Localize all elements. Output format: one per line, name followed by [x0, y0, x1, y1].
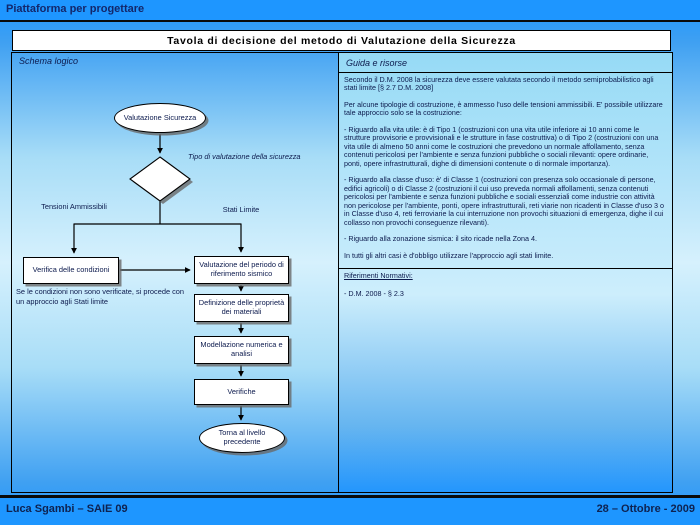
guide-paragraph: - Riguardo alla zonazione sismica: il sito ricade nella Zona 4. [344, 234, 537, 244]
decision-diamond[interactable] [130, 157, 190, 201]
references-block [339, 269, 672, 298]
branch-label-tensioni: Tensioni Ammissibili [41, 202, 107, 211]
content-frame [11, 52, 673, 493]
reference-item: - D.M. 2008 - § 2.3 [344, 288, 404, 298]
footer-author: Luca Sgambi – SAIE 09 [6, 503, 128, 515]
app-title: Piattaforma per progettare [6, 3, 145, 15]
slide-title: Tavola di decisione del metodo di Valutazione della Sicurezza [167, 34, 516, 47]
guide-paragraph: In tutti gli altri casi è d'obbligo utilizzare l'approccio agli stati limite. [344, 250, 554, 260]
guide-paragraph: Secondo il D.M. 2008 la sicurezza deve essere valutata secondo il metodo semiprobabilistico agli stati limite [§ 2.7 D.M. 2008] [344, 75, 654, 93]
node-modellazione[interactable]: Modellazione numerica e analisi [194, 336, 289, 364]
guide-panel [338, 53, 672, 492]
guide-paragraph: Per alcune tipologie di costruzione, è ammesso l'uso delle tensioni ammissibili. E' possibile utilizzare tale approccio solo se la costruzione: [344, 99, 663, 118]
node-periodo-sismico[interactable]: Valutazione del periodo di riferimento sismico [194, 256, 289, 284]
schema-panel-label: Schema logico [19, 56, 79, 66]
header-divider [0, 20, 700, 22]
node-start[interactable]: Valutazione Sicurezza [114, 103, 206, 133]
guide-panel-label: Guida e risorse [346, 58, 408, 68]
branch-label-stati-limite: Stati Limite [222, 205, 260, 214]
guide-paragraph: - Riguardo alla vita utile: è di Tipo 1 (costruzioni con una vita utile inferiore ai 10 anni come le strutture provvisorie e provvisionali e le strutture in fase costruttiva) o di Tipo 2 (costruzioni con una vita utile di almeno 50 anni come le costruzioni che prevedono un normale affollamento, senza contenuti pericolosi per l'ambiente e senza funzioni pubbliche o sociali rilevanti: opere ordinarie, ponti, opere infrastrutturali, dighe di dimensioni contenute o di normale importanza). [344, 124, 659, 168]
node-verifiche[interactable]: Verifiche [194, 379, 289, 405]
guide-text [339, 73, 672, 260]
decision-caption: Tipo di valutazione della sicurezza [188, 152, 301, 161]
footer-date: 28 – Ottobre - 2009 [596, 503, 695, 515]
node-proprieta-materiali[interactable]: Definizione delle proprietà dei materiali [194, 294, 289, 322]
schema-note: Se le condizioni non sono verificate, si procede con un approccio agli Stati limite [16, 287, 185, 306]
guide-paragraph: - Riguardo alla classe d'uso: è' di Classe 1 (costruzioni con presenza solo occasionale di persone, edifici agricoli) o di Classe 2 (costruzioni il cui uso preveda normali affollamenti, senza contenuti pericolosi per l'ambiente e senza funzioni pubbliche e sociali essenziali come industrie con attività non pericolose per l'ambiente, ponti, opere infrastrutturali, reti viarie non ricadenti in Classe d'uso 3 o in Classe d'uso 4, reti ferroviarie la cui interruzione non provochi situazioni di emergenza, dighe il cui collasso non provochi conseguenze rilevanti). [344, 175, 664, 227]
schema-panel [12, 53, 338, 492]
references-title: Riferimenti Normativi: [344, 271, 413, 281]
node-verifica-condizioni[interactable]: Verifica delle condizioni [23, 257, 119, 284]
node-torna-livello[interactable]: Torna al livello precedente [199, 423, 285, 453]
slide-title-box [12, 30, 671, 51]
